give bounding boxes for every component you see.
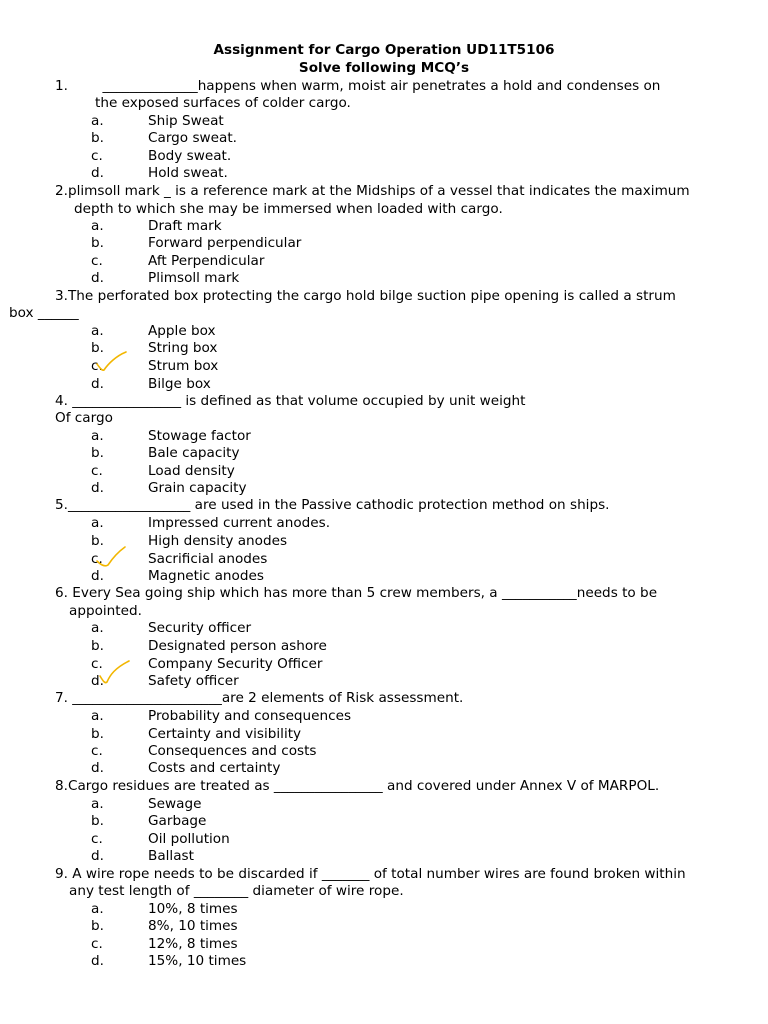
- q7-option-d-text: Costs and certainty: [148, 760, 281, 776]
- q1-option-d-text: Hold sweat.: [148, 165, 228, 181]
- q9-option-c-text: 12%, 8 times: [148, 936, 238, 952]
- q5-option-b-letter: b.: [91, 533, 104, 549]
- q3-option-a-letter: a.: [91, 323, 104, 339]
- q2-option-b-text: Forward perpendicular: [148, 235, 302, 251]
- q8-option-a-letter: a.: [91, 796, 104, 812]
- q3-option-d-letter: d.: [91, 376, 104, 392]
- q9-option-d-text: 15%, 10 times: [148, 953, 247, 969]
- q3-option-b-text: String box: [148, 340, 218, 356]
- q8-option-b-text: Garbage: [148, 813, 207, 829]
- q9-option-a-letter: a.: [91, 901, 104, 917]
- q1-option-a-letter: a.: [91, 113, 104, 129]
- q8-option-c-text: Oil pollution: [148, 831, 230, 847]
- document-subtitle: Solve following MCQ’s: [298, 60, 470, 76]
- q4-option-a-text: Stowage factor: [148, 428, 251, 444]
- question-9-line-1: 9. A wire rope needs to be discarded if _______ of total number wires are found broken within: [55, 866, 686, 882]
- q7-option-b-text: Certainty and visibility: [148, 726, 302, 742]
- q2-option-a-letter: a.: [91, 218, 104, 234]
- question-3-line-2: box ______: [9, 305, 79, 321]
- q2-option-a-text: Draft mark: [148, 218, 222, 234]
- q3-option-c-text: Strum box: [148, 358, 219, 374]
- q7-option-b-letter: b.: [91, 726, 104, 742]
- question-4-line-1: 4. ________________ is defined as that volume occupied by unit weight: [55, 393, 526, 409]
- q7-option-c-text: Consequences and costs: [148, 743, 317, 759]
- q4-option-b-text: Bale capacity: [148, 445, 240, 461]
- q4-option-c-text: Load density: [148, 463, 235, 479]
- q8-option-a-text: Sewage: [148, 796, 202, 812]
- q5-option-d-letter: d.: [91, 568, 104, 584]
- q1-option-a-text: Ship Sweat: [148, 113, 224, 129]
- q6-option-c-letter: c.: [91, 656, 103, 672]
- question-9-line-2: any test length of ________ diameter of wire rope.: [69, 883, 404, 899]
- q9-option-b-letter: b.: [91, 918, 104, 934]
- question-7-line-1: 7. ______________________are 2 elements of Risk assessment.: [55, 690, 464, 706]
- question-5-line-1: 5.__________________ are used in the Passive cathodic protection method on ships.: [55, 497, 610, 513]
- q1-option-b-letter: b.: [91, 130, 104, 146]
- q7-option-c-letter: c.: [91, 743, 103, 759]
- question-1-line-1: 1. ______________happens when warm, moist air penetrates a hold and condenses on: [55, 78, 661, 94]
- q8-option-d-letter: d.: [91, 848, 104, 864]
- q3-option-d-text: Bilge box: [148, 376, 211, 392]
- q3-option-c-letter: c.: [91, 358, 103, 374]
- q5-option-c-letter: c.: [91, 551, 103, 567]
- question-2-line-2: depth to which she may be immersed when loaded with cargo.: [74, 201, 503, 217]
- question-4-line-2: Of cargo: [55, 410, 113, 426]
- q4-option-a-letter: a.: [91, 428, 104, 444]
- q7-option-a-text: Probability and consequences: [148, 708, 352, 724]
- q9-option-d-letter: d.: [91, 953, 104, 969]
- q8-option-c-letter: c.: [91, 831, 103, 847]
- q3-option-b-letter: b.: [91, 340, 104, 356]
- q1-option-c-letter: c.: [91, 148, 103, 164]
- q5-option-a-letter: a.: [91, 515, 104, 531]
- q9-option-a-text: 10%, 8 times: [148, 901, 238, 917]
- q6-option-a-letter: a.: [91, 620, 104, 636]
- question-6-line-2: appointed.: [69, 603, 142, 619]
- document-title: Assignment for Cargo Operation UD11T5106: [213, 42, 555, 58]
- question-1-line-2: the exposed surfaces of colder cargo.: [95, 95, 351, 111]
- q7-option-d-letter: d.: [91, 760, 104, 776]
- checkmark-icon: [94, 350, 128, 374]
- q6-option-b-letter: b.: [91, 638, 104, 654]
- q6-option-c-text: Company Security Officer: [148, 656, 323, 672]
- q5-option-a-text: Impressed current anodes.: [148, 515, 331, 531]
- q1-option-b-text: Cargo sweat.: [148, 130, 237, 146]
- q6-option-a-text: Security officer: [148, 620, 252, 636]
- q2-option-c-text: Aft Perpendicular: [148, 253, 265, 269]
- q1-option-d-letter: d.: [91, 165, 104, 181]
- checkmark-icon: [98, 660, 132, 684]
- q2-option-b-letter: b.: [91, 235, 104, 251]
- q3-option-a-text: Apple box: [148, 323, 216, 339]
- q9-option-b-text: 8%, 10 times: [148, 918, 238, 934]
- q6-option-d-letter: d.: [91, 673, 104, 689]
- question-2-line-1: 2.plimsoll mark _ is a reference mark at the Midships of a vessel that indicates the maximum: [55, 183, 690, 199]
- question-3-line-1: 3.The perforated box protecting the cargo hold bilge suction pipe opening is called a strum: [55, 288, 676, 304]
- q2-option-d-text: Plimsoll mark: [148, 270, 240, 286]
- q6-option-d-text: Safety officer: [148, 673, 239, 689]
- q4-option-d-letter: d.: [91, 480, 104, 496]
- q8-option-d-text: Ballast: [148, 848, 194, 864]
- question-8-line-1: 8.Cargo residues are treated as ________________ and covered under Annex V of MARPOL.: [55, 778, 660, 794]
- q6-option-b-text: Designated person ashore: [148, 638, 327, 654]
- q8-option-b-letter: b.: [91, 813, 104, 829]
- q7-option-a-letter: a.: [91, 708, 104, 724]
- q5-option-c-text: Sacrificial anodes: [148, 551, 268, 567]
- q5-option-b-text: High density anodes: [148, 533, 288, 549]
- q4-option-d-text: Grain capacity: [148, 480, 247, 496]
- q4-option-c-letter: c.: [91, 463, 103, 479]
- q5-option-d-text: Magnetic anodes: [148, 568, 264, 584]
- q9-option-c-letter: c.: [91, 936, 103, 952]
- checkmark-icon: [95, 545, 129, 569]
- q2-option-c-letter: c.: [91, 253, 103, 269]
- q4-option-b-letter: b.: [91, 445, 104, 461]
- q2-option-d-letter: d.: [91, 270, 104, 286]
- question-6-line-1: 6. Every Sea going ship which has more than 5 crew members, a ___________needs to be: [55, 585, 658, 601]
- q1-option-c-text: Body sweat.: [148, 148, 232, 164]
